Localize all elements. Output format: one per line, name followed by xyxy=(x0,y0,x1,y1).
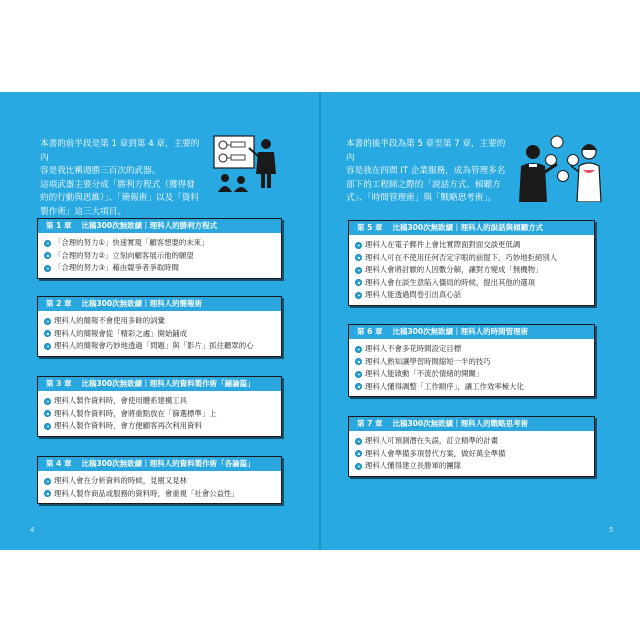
left-page xyxy=(0,92,319,550)
bullet-icon xyxy=(355,383,362,390)
page-number: 5 xyxy=(609,526,614,534)
list-item xyxy=(44,408,275,421)
list-item-text: 理科人在電子郵件上會比實際面對面交談更低調 xyxy=(365,240,521,249)
list-item-text: 理科人會準備多項替代方案，做好萬全準備 xyxy=(365,448,506,458)
list-item-text: 理科人懂得建立長勝軍的團隊 xyxy=(365,461,462,470)
list-item xyxy=(44,250,275,263)
chapter-number: 第 2 章 xyxy=(46,299,72,308)
list-item-text: 「合理的努力①」快速實現「顧客想要的未來」 xyxy=(54,238,209,247)
list-item-text: 理科人能啟動「不流於情緒的開關」 xyxy=(365,369,484,378)
conversation-illustration xyxy=(511,130,606,202)
chapter-box xyxy=(348,324,595,397)
chapter-title: 比稿300次無敗績｜理科人的資料製作術「鋪論篇」 xyxy=(81,379,255,388)
bullet-icon xyxy=(355,371,362,378)
intro-line: 式」、「時間管理術」與「戰略思考術」。 xyxy=(346,193,497,203)
chapter-title: 比稿300次無敗績｜理科人的勝利方程式 xyxy=(81,221,218,230)
list-item-text: 理科人的簡報不會使用多餘的詞彙 xyxy=(54,316,165,325)
intro-line: 本書的前半段是第 1 章到第 4 章，主要的內 xyxy=(40,139,200,163)
list-item-text: 理科人能透過問卷引出真心話 xyxy=(365,290,462,299)
intro-line: 容是我比稱週勝三百次的武器。 xyxy=(40,166,161,176)
list-item-text: 理科人會在分析資料的時候，見樹又見林 xyxy=(54,476,188,485)
chapter-number: 第 1 章 xyxy=(46,221,72,230)
list-item xyxy=(44,262,275,275)
chapter-number: 第 5 章 xyxy=(357,223,383,232)
list-item-text: 理科人的簡報會巧妙地透過「問題」與「影片」抓住聽眾的心 xyxy=(54,341,254,350)
list-item-text: 理科人會在談生意陷入僵局的時候，提出其他的選項 xyxy=(365,277,535,287)
chapter-title: 比稿300次無敗績｜理科人的時間管理術 xyxy=(392,327,529,336)
chapter-number: 第 4 章 xyxy=(46,459,72,468)
list-item xyxy=(355,435,588,448)
bullet-icon xyxy=(44,398,51,405)
book-spread xyxy=(0,92,640,550)
list-item-text: 理科人製作資料時，會方便顧客再次利用資料 xyxy=(54,421,202,430)
chapter-header xyxy=(38,297,281,311)
list-item-text: 理科人可在不使用任何否定字眼的前提下，巧妙地拒絕別人 xyxy=(365,252,558,262)
bullet-icon xyxy=(355,279,362,286)
bullet-icon xyxy=(355,450,362,457)
intro-line: 約的行動與思維）」、「簡報術」以及「資料 xyxy=(40,193,199,203)
bullet-icon xyxy=(355,346,362,353)
right-intro xyxy=(346,138,511,206)
chapter-items xyxy=(38,391,281,436)
list-item-text: 理科人製作資料時，會使用體系建構工具 xyxy=(54,396,188,405)
list-item xyxy=(355,448,588,461)
list-item xyxy=(355,289,588,302)
intro-line: 部下的工程師之際的「說話方式、傾聽方 xyxy=(346,179,501,190)
chapter-box xyxy=(37,376,282,437)
chapter-number: 第 6 章 xyxy=(357,327,383,336)
list-item xyxy=(355,252,588,265)
list-item xyxy=(44,420,275,433)
list-item-text: 理科人製作資料時，會將重點放在「篩選標準」上 xyxy=(54,408,217,418)
bullet-icon xyxy=(44,318,51,325)
bullet-icon xyxy=(355,463,362,470)
presentation-illustration xyxy=(211,130,283,192)
list-item-text: 「合理的努力②」立刻向顧客展示他的願望 xyxy=(54,250,194,260)
bullet-icon xyxy=(355,254,362,261)
chapter-header xyxy=(349,325,594,339)
chapter-box xyxy=(37,218,282,279)
chapter-items xyxy=(38,471,281,503)
list-item xyxy=(355,356,588,369)
chapter-items xyxy=(349,339,594,396)
chapter-title: 比稿300次無敗績｜理科人的戰略思考術 xyxy=(392,419,529,428)
list-item xyxy=(355,264,588,277)
bullet-icon xyxy=(44,330,51,337)
bullet-icon xyxy=(44,265,51,272)
chapter-title: 比稿300次無敗績｜理科人的資料製作術「各論篇」 xyxy=(81,459,255,468)
bullet-icon xyxy=(44,343,51,350)
list-item xyxy=(44,328,275,341)
list-item-text: 理科人可預測潛在失誤，訂立精準的計畫 xyxy=(365,436,499,445)
list-item xyxy=(44,340,275,353)
bullet-icon xyxy=(44,478,51,485)
bullet-icon xyxy=(355,438,362,445)
chapter-items xyxy=(349,235,594,305)
list-item xyxy=(355,277,588,290)
right-page xyxy=(321,92,640,550)
chapter-box xyxy=(348,416,595,477)
bullet-icon xyxy=(44,490,51,497)
chapter-title: 比稿300次無敗績｜理科人的說話與傾聽方式 xyxy=(392,223,544,232)
chapter-box xyxy=(348,220,595,306)
list-item-text: 「合理的努力③」藉由競爭者爭取時間 xyxy=(54,263,179,272)
bullet-icon xyxy=(355,358,362,365)
chapter-box xyxy=(37,296,282,357)
bullet-icon xyxy=(44,240,51,247)
bullet-icon xyxy=(355,242,362,249)
chapter-header xyxy=(349,221,594,235)
left-intro xyxy=(40,138,200,219)
list-item xyxy=(355,460,588,473)
chapter-items xyxy=(38,233,281,278)
list-item-text: 理科人熟知讓學習時間縮短一半的技巧 xyxy=(365,356,491,366)
bullet-icon xyxy=(355,292,362,299)
list-item xyxy=(44,475,275,488)
list-item xyxy=(44,315,275,328)
list-item-text: 理科人懂得調整「工作順序」，讓工作效率極大化 xyxy=(365,381,524,391)
bullet-icon xyxy=(44,423,51,430)
page-number: 4 xyxy=(30,526,35,534)
chapter-items xyxy=(349,431,594,476)
chapter-items xyxy=(38,311,281,356)
list-item-text: 理科人的簡報會從「精彩之處」開始鋪成 xyxy=(54,328,188,338)
list-item-text: 理科人不會多花時間設定目標 xyxy=(365,344,462,353)
intro-line: 本書的後半段為第 5 章至第 7 章，主要的內 xyxy=(346,139,506,163)
list-item xyxy=(44,237,275,250)
list-item xyxy=(44,488,275,501)
list-item xyxy=(355,343,588,356)
bullet-icon xyxy=(355,267,362,274)
list-item xyxy=(44,395,275,408)
list-item-text: 理科人會將討厭的人因數分解，讓對方變成「無機物」 xyxy=(365,265,543,274)
intro-line: 這項武器主要分成「勝利方程式（獲得發 xyxy=(40,179,195,190)
chapter-header xyxy=(38,377,281,391)
list-item xyxy=(355,368,588,381)
chapter-box xyxy=(37,456,282,504)
list-item xyxy=(355,381,588,394)
chapter-title: 比稿300次無敗績｜理科人的簡報術 xyxy=(81,299,203,308)
chapter-header xyxy=(349,417,594,431)
intro-line: 製作術」這三大項目。 xyxy=(40,206,126,217)
bullet-icon xyxy=(44,252,51,259)
list-item-text: 理科人製作商品或服務的資料時，會重視「社會公益性」 xyxy=(54,488,239,498)
chapter-number: 第 3 章 xyxy=(46,379,72,388)
chapter-header xyxy=(38,457,281,471)
intro-line: 容是我在四間 IT 企業服務，成為管理多名 xyxy=(346,166,506,176)
list-item xyxy=(355,239,588,252)
chapter-header xyxy=(38,219,281,233)
chapter-number: 第 7 章 xyxy=(357,419,383,428)
bullet-icon xyxy=(44,410,51,417)
